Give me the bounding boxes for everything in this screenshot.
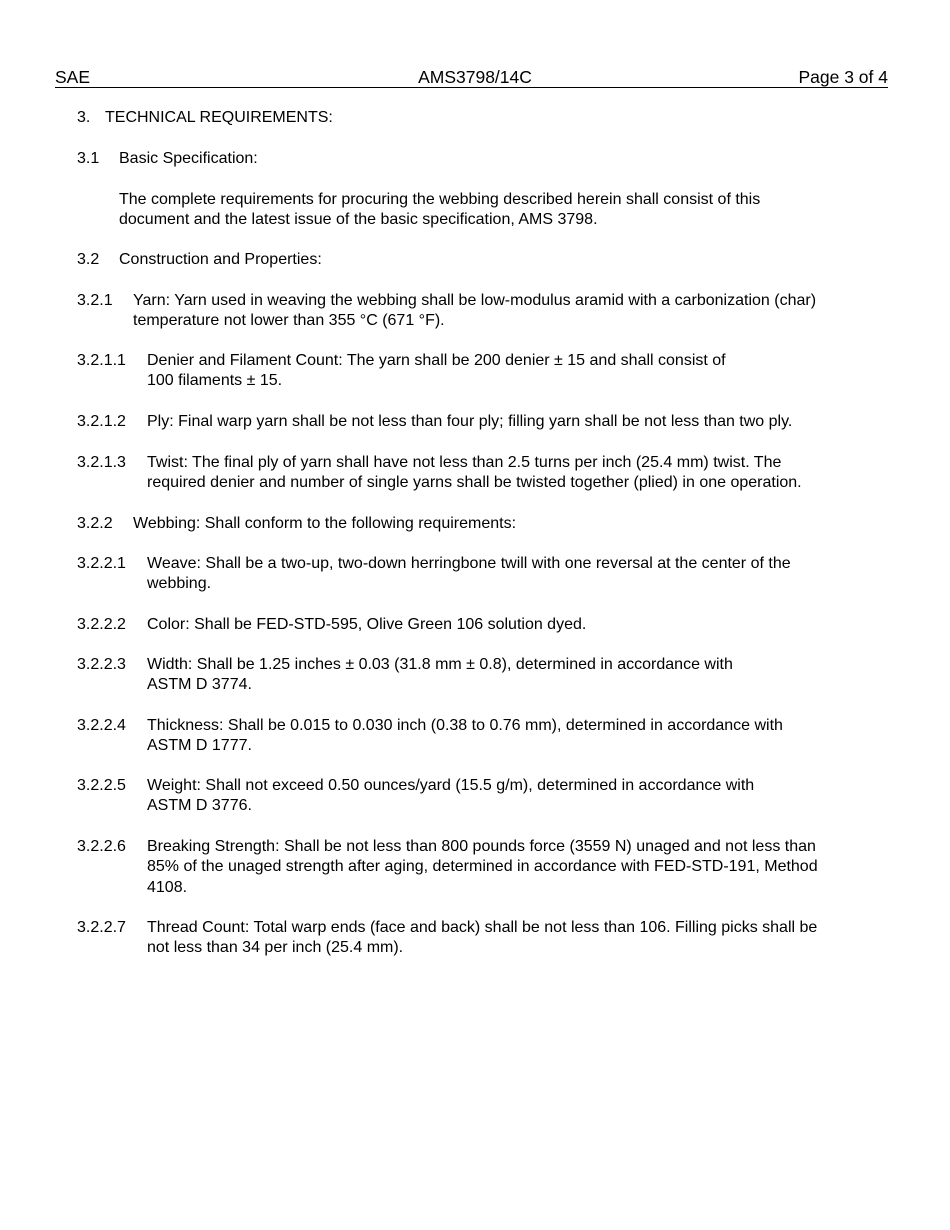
section-text: Thread Count: Total warp ends (face and back) shall be not less than 106. Filling picks shall be not less than 34 per inch (25.4 mm). bbox=[147, 919, 818, 957]
section-number: 3.2.1 bbox=[77, 292, 113, 309]
section-heading: TECHNICAL REQUIREMENTS: bbox=[105, 109, 333, 126]
section-number: 3.1 bbox=[77, 150, 100, 167]
section-number: 3.2.2.3 bbox=[77, 656, 126, 673]
header-page-number: Page 3 of 4 bbox=[798, 67, 888, 87]
section-number: 3. bbox=[77, 109, 91, 126]
section-number: 3.2.1.1 bbox=[77, 352, 126, 369]
section-text: Webbing: Shall conform to the following requirements: bbox=[133, 515, 517, 532]
header-doc-id: AMS3798/14C bbox=[418, 67, 532, 87]
section-number: 3.2.2.4 bbox=[77, 717, 126, 734]
section-number: 3.2.2.7 bbox=[77, 919, 126, 936]
section-text: Breaking Strength: Shall be not less than 800 pounds force (3559 N) unaged and not less than 85% of the unaged strength after aging, determined in accordance with FED-STD-191, Method 4108. bbox=[147, 838, 818, 896]
paragraph-text: The complete requirements for procuring the webbing described herein shall consist of this document and the latest issue of the basic specification, AMS 3798. bbox=[119, 191, 761, 229]
header-org: SAE bbox=[55, 67, 91, 87]
section-number: 3.2.1.3 bbox=[77, 454, 126, 471]
section-number: 3.2.2.1 bbox=[77, 555, 126, 572]
section-number: 3.2.2.2 bbox=[77, 616, 126, 633]
section-text: Yarn: Yarn used in weaving the webbing shall be low-modulus aramid with a carbonization (char) temperature not lower than 355 °C (671 °F). bbox=[133, 292, 817, 330]
section-text: Twist: The final ply of yarn shall have not less than 2.5 turns per inch (25.4 mm) twist. The required denier and number of single yarns shall be twisted together (plied) in one operation. bbox=[147, 454, 802, 492]
section-text: Ply: Final warp yarn shall be not less than four ply; filling yarn shall be not less than two ply. bbox=[147, 413, 793, 430]
section-number: 3.2.2.5 bbox=[77, 777, 126, 794]
section-number: 3.2 bbox=[77, 251, 100, 268]
section-text: Thickness: Shall be 0.015 to 0.030 inch (0.38 to 0.76 mm), determined in accordance with ASTM D 1777. bbox=[147, 717, 783, 755]
section-number: 3.2.2 bbox=[77, 515, 113, 532]
section-number: 3.2.1.2 bbox=[77, 413, 126, 430]
section-text: Denier and Filament Count: The yarn shall be 200 denier ± 15 and shall consist of 100 filaments ± 15. bbox=[147, 352, 726, 390]
section-heading: Basic Specification: bbox=[119, 150, 258, 167]
header-rule bbox=[55, 87, 888, 88]
section-text: Width: Shall be 1.25 inches ± 0.03 (31.8 mm ± 0.8), determined in accordance with ASTM D 3774. bbox=[147, 656, 733, 694]
section-text: Color: Shall be FED-STD-595, Olive Green 106 solution dyed. bbox=[147, 616, 587, 633]
section-number: 3.2.2.6 bbox=[77, 838, 126, 855]
section-text: Weight: Shall not exceed 0.50 ounces/yard (15.5 g/m), determined in accordance with ASTM D 3776. bbox=[147, 777, 755, 815]
section-heading: Construction and Properties: bbox=[119, 251, 322, 268]
section-text: Weave: Shall be a two-up, two-down herringbone twill with one reversal at the center of the webbing. bbox=[147, 555, 791, 593]
